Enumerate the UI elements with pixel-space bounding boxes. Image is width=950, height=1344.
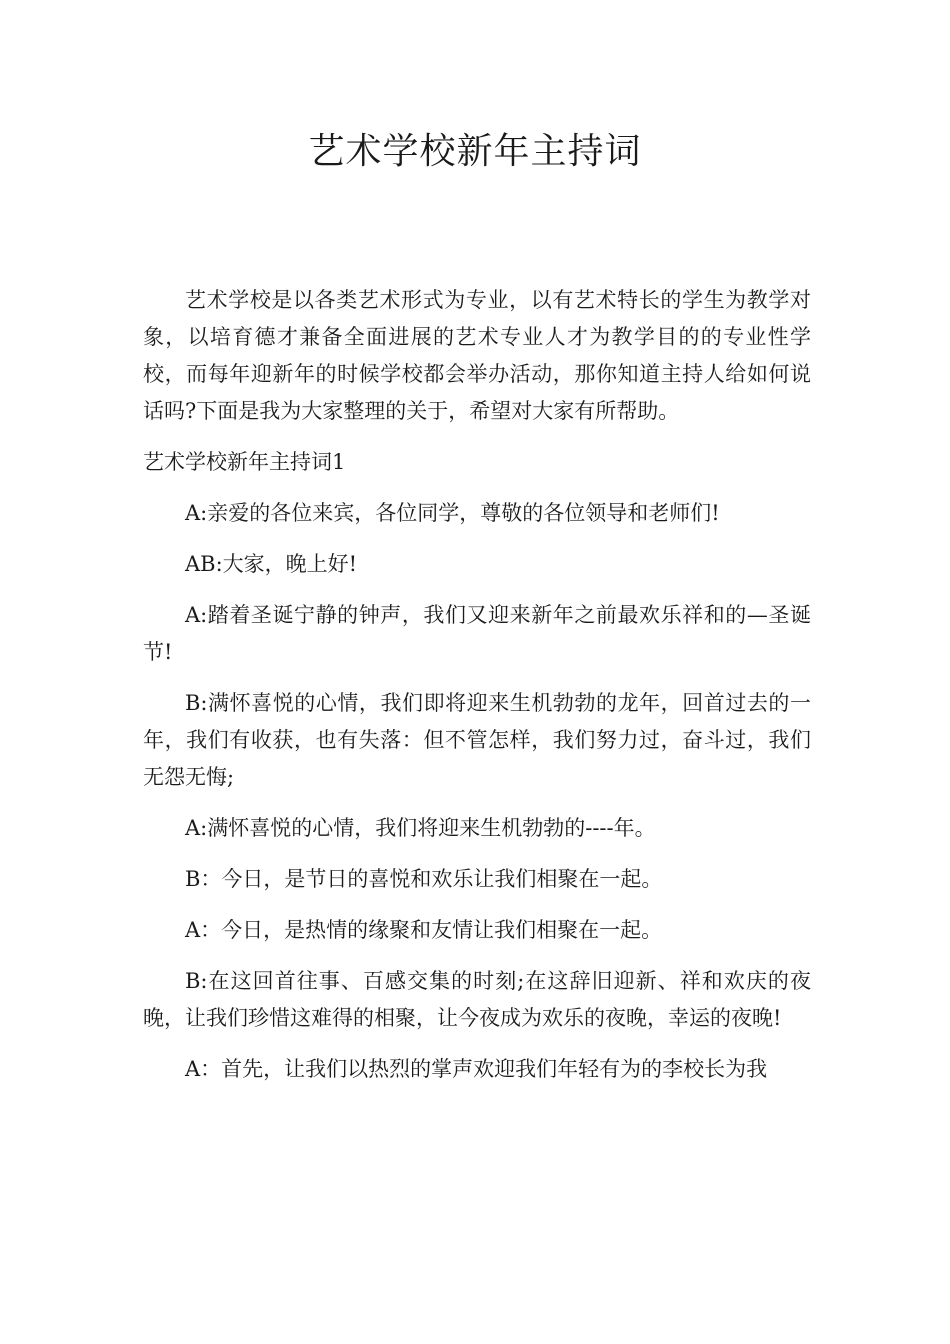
- paragraph: AB:大家，晚上好!: [185, 552, 358, 576]
- paragraph-intro: 艺术学校是以各类艺术形式为专业，以有艺术特长的学生为教学对象，以培育德才兼备全面进展的艺术专业人才为教学目的的专业性学校，而每年迎新年的时候学校都会举办活动，那你知道主持人给如何说话吗?下面是我为大家整理的关于，希望对大家有所帮助。: [143, 288, 811, 423]
- paragraph: A:踏着圣诞宁静的钟声，我们又迎来新年之前最欢乐祥和的—圣诞节!: [143, 603, 811, 664]
- paragraph: A:满怀喜悦的心情，我们将迎来生机勃勃的----年。: [185, 816, 656, 840]
- section-heading: 艺术学校新年主持词1: [143, 450, 346, 474]
- document-title: 艺术学校新年主持词: [308, 131, 642, 172]
- paragraph: B：今日，是节日的喜悦和欢乐让我们相聚在一起。: [185, 867, 663, 891]
- paragraph: B:在这回首往事、百感交集的时刻;在这辞旧迎新、祥和欢庆的夜晚，让我们珍惜这难得的相聚，让今夜成为欢乐的夜晚，幸运的夜晚!: [143, 969, 811, 1030]
- paragraph: A:亲爱的各位来宾，各位同学，尊敬的各位领导和老师们!: [185, 501, 720, 525]
- document-body: [143, 282, 811, 1102]
- paragraph: A：今日，是热情的缘聚和友情让我们相聚在一起。: [185, 918, 663, 942]
- paragraph: B:满怀喜悦的心情，我们即将迎来生机勃勃的龙年，回首过去的一年，我们有收获，也有失落：但不管怎样，我们努力过，奋斗过，我们无怨无悔;: [143, 691, 811, 789]
- paragraph: A：首先，让我们以热烈的掌声欢迎我们年轻有为的李校长为我: [185, 1057, 768, 1081]
